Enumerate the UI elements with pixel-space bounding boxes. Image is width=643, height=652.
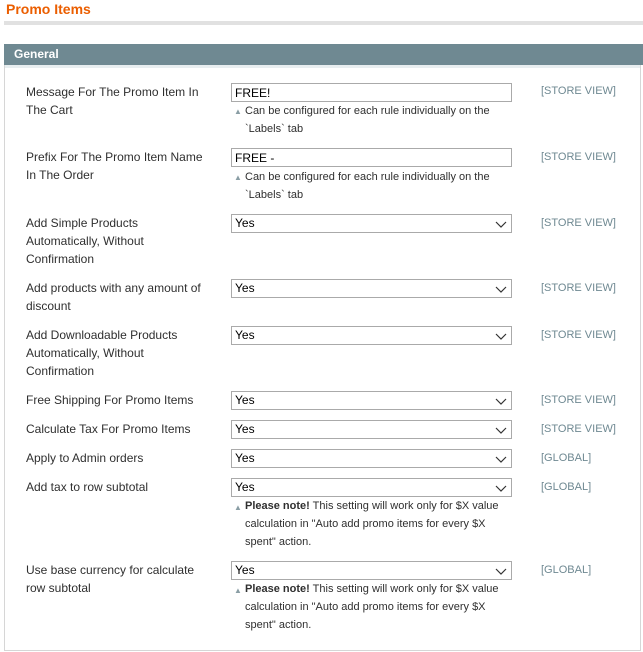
select-value: Yes [235, 480, 255, 494]
label-line: In The Order [26, 168, 94, 182]
chevron-down-icon [495, 395, 507, 407]
base-currency-select[interactable] [231, 561, 512, 580]
scope-label: [GLOBAL] [541, 564, 592, 576]
scope-label: [GLOBAL] [541, 452, 592, 464]
chevron-down-icon [495, 330, 507, 342]
label-line: Confirmation [26, 364, 95, 378]
label-line: Calculate Tax For Promo Items [26, 422, 191, 436]
calc-tax-select[interactable] [231, 420, 512, 439]
admin-orders-select[interactable] [231, 449, 512, 468]
label-line: Add Simple Products [26, 216, 139, 230]
tax-row-subtotal-select[interactable] [231, 478, 512, 497]
chevron-down-icon [495, 482, 507, 494]
label-line: Message For The Promo Item In [26, 85, 199, 99]
note-line: `Labels` tab [245, 123, 304, 135]
note-text: This setting will work only for $X value [309, 500, 499, 512]
label-line: Automatically, Without [26, 346, 144, 360]
field-label [26, 326, 216, 380]
scope-label: [STORE VIEW] [541, 85, 616, 97]
note-line: calculation in "Auto add promo items for every $X [245, 518, 486, 530]
label-line: row subtotal [26, 581, 91, 595]
label-line: Prefix For The Promo Item Name [26, 150, 203, 164]
scope-label: [STORE VIEW] [541, 423, 616, 435]
note-arrow-icon: ▲ [234, 503, 242, 512]
label-line: Apply to Admin orders [26, 451, 144, 465]
field-label [26, 214, 216, 268]
label-line: Free Shipping For Promo Items [26, 393, 194, 407]
select-value: Yes [235, 393, 255, 407]
select-value: Yes [235, 563, 255, 577]
scope-label: [STORE VIEW] [541, 217, 616, 229]
field-label [26, 148, 216, 184]
note-line: Can be configured for each rule individually on the [245, 171, 490, 183]
note-line [245, 580, 515, 598]
note-line: calculation in "Auto add promo items for every $X [245, 601, 486, 613]
scope-label: [STORE VIEW] [541, 282, 616, 294]
field-note [245, 497, 515, 551]
note-emphasis: Please note! [245, 500, 310, 512]
note-line: spent" action. [245, 619, 312, 631]
note-line: Can be configured for each rule individually on the [245, 105, 490, 117]
note-text: This setting will work only for $X value [309, 583, 499, 595]
field-label [26, 83, 216, 119]
scope-label: [STORE VIEW] [541, 151, 616, 163]
field-note [245, 168, 515, 204]
scope-label: [GLOBAL] [541, 481, 592, 493]
label-line: discount [26, 299, 71, 313]
note-line [245, 497, 515, 515]
label-line: Automatically, Without [26, 234, 144, 248]
title-divider [4, 21, 643, 25]
select-value: Yes [235, 328, 255, 342]
page-title: Promo Items [6, 1, 91, 17]
field-label [26, 449, 216, 467]
field-label [26, 391, 216, 409]
section-top-strip [5, 65, 640, 68]
label-line: Use base currency for calculate [26, 563, 195, 577]
select-value: Yes [235, 281, 255, 295]
field-label [26, 420, 216, 438]
field-label [26, 478, 216, 496]
select-value: Yes [235, 422, 255, 436]
chevron-down-icon [495, 453, 507, 465]
chevron-down-icon [495, 424, 507, 436]
general-section [4, 44, 641, 651]
free-shipping-select[interactable] [231, 391, 512, 410]
field-label [26, 279, 216, 315]
chevron-down-icon [495, 565, 507, 577]
note-emphasis: Please note! [245, 583, 310, 595]
scope-label: [STORE VIEW] [541, 394, 616, 406]
chevron-down-icon [495, 218, 507, 230]
note-arrow-icon: ▲ [234, 173, 242, 182]
note-arrow-icon: ▲ [234, 586, 242, 595]
select-value: Yes [235, 216, 255, 230]
scope-label: [STORE VIEW] [541, 329, 616, 341]
note-arrow-icon: ▲ [234, 107, 242, 116]
field-note [245, 580, 515, 634]
label-line: Add Downloadable Products [26, 328, 178, 342]
promo-message-input[interactable] [231, 83, 512, 102]
note-line: spent" action. [245, 536, 312, 548]
field-label [26, 561, 216, 597]
chevron-down-icon [495, 283, 507, 295]
promo-prefix-input[interactable] [231, 148, 512, 167]
add-simple-select[interactable] [231, 214, 512, 233]
section-header[interactable]: General [4, 44, 643, 65]
select-value: Yes [235, 451, 255, 465]
add-downloadable-select[interactable] [231, 326, 512, 345]
note-line: `Labels` tab [245, 189, 304, 201]
field-note [245, 102, 515, 138]
any-discount-select[interactable] [231, 279, 512, 298]
label-line: The Cart [26, 103, 73, 117]
label-line: Add tax to row subtotal [26, 480, 149, 494]
label-line: Add products with any amount of [26, 281, 201, 295]
label-line: Confirmation [26, 252, 95, 266]
